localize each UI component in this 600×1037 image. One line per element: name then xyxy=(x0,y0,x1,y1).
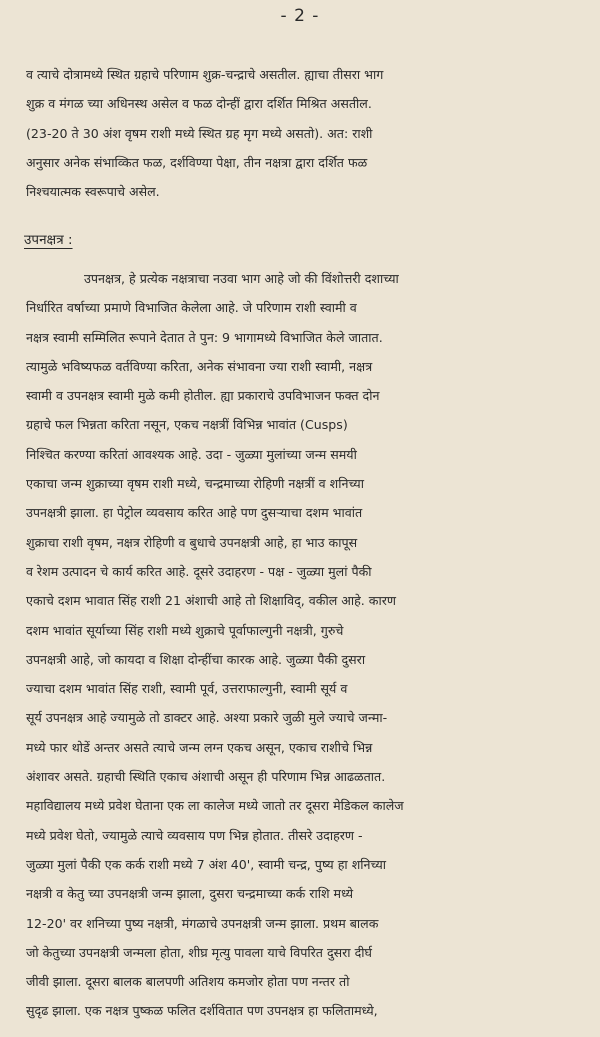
text-line: त्यामुळे भविष्यफळ वर्तविण्या करिता, अनेक संभावना ज्या राशी स्वामी, नक्षत्र xyxy=(26,358,373,374)
text-line: जुळ्या मुलां पैकी एक कर्क राशी मध्ये 7 अंश 40', स्वामी चन्द्र, पुष्य हा शनिच्या xyxy=(26,856,387,872)
text-line: एकाचा जन्म शुक्राच्या वृषम राशी मध्ये, चन्द्रमाच्या रोहिणी नक्षत्रीं व शनिच्या xyxy=(26,476,364,492)
text-line: उपनक्षत्र, हे प्रत्येक नक्षत्राचा नउवा भाग आहे जो की विंशोत्तरी दशाच्या xyxy=(84,271,399,286)
text-line: अंशावर असते. ग्रहाची स्थिति एकाच अंशाची असून ही परिणाम भिन्न आढळतात. xyxy=(26,769,386,785)
text-line: व रेशम उत्पादन चे कार्य करित आहे. दूसरे उदाहरण - पक्ष - जुळ्या मुलां पैकी xyxy=(26,563,372,579)
text-line: व त्याचे दोत्रामध्ये स्थित ग्रहाचे परिणाम शुक्र-चन्द्राचे असतील. ह्याचा तीसरा भाग xyxy=(26,67,384,82)
text-line: नक्षत्र स्वामी सम्मिलित रूपाने देतात ते पुन: 9 भागामध्ये विभाजित केले जातात. xyxy=(26,329,383,345)
text-line: मध्ये फार थोडें अन्तर असते त्याचे जन्म लग्न एकच असून, एकाच राशीचे भिन्न xyxy=(26,739,373,755)
section-heading-upnakshatra: उपनक्षत्र : xyxy=(24,232,73,248)
paragraph-intro xyxy=(26,60,586,206)
text-line: नक्षत्री व केतु च्या उपनक्षत्री जन्म झाला, दुसरा चन्द्रमाच्या कर्क राशि मध्ये xyxy=(26,886,354,902)
paragraph-upnakshatra xyxy=(26,264,586,1026)
text-line: जो केतुच्या उपनक्षत्री जन्मला होता, शीघ्र मृत्यु पावला याचे विपरित दुसरा दीर्घ xyxy=(26,944,372,960)
text-line: निश्चयात्मक स्वरूपाचे असेल. xyxy=(26,184,160,200)
text-line: दशम भावांत सूर्याच्या सिंह राशी मध्ये शुक्राचे पूर्वाफाल्गुनी नक्षत्री, गुरुचे xyxy=(26,622,344,638)
text-line: ज्याचा दशम भावांत सिंह राशी, स्वामी पूर्व, उत्तराफाल्गुनी, स्वामी सूर्य व xyxy=(26,681,348,697)
text-line: एकाचे दशम भावात सिंह राशी 21 अंशाची आहे तो शिक्षाविद्, वकील आहे. कारण xyxy=(26,593,396,609)
text-line: निर्धारित वर्षाच्या प्रमाणे विभाजित केलेला आहे. जे परिणाम राशी स्वामी व xyxy=(26,300,357,316)
text-line: निश्चित करण्या करितां आवश्यक आहे. उदा - जुळ्या मुलांच्या जन्म समयी xyxy=(26,446,357,462)
text-line: शुक्र व मंगळ च्या अधिनस्थ असेल व फळ दोन्हीं द्वारा दर्शित मिश्रित असतील. xyxy=(26,96,372,112)
text-line: स्वामी व उपनक्षत्र स्वामी मुळे कमी होतील. ह्या प्रकाराचे उपविभाजन फक्त दोन xyxy=(26,388,380,404)
text-line: उपनक्षत्री झाला. हा पेट्रोल व्यवसाय करित आहे पण दुसऱ्याचा दशम भावांत xyxy=(26,505,363,521)
page-number: - 2 - xyxy=(280,6,320,26)
text-line: सुदृढ झाला. एक नक्षत्र पुष्कळ फलित दर्शवितात पण उपनक्षत्र हा फलितामध्ये, xyxy=(26,1003,378,1019)
text-line: सूर्य उपनक्षत्र आहे ज्यामुळे तो डाक्टर आहे. अश्या प्रकारे जुळी मुले ज्याचे जन्मा- xyxy=(26,710,388,726)
text-line: मध्ये प्रवेश घेतो, ज्यामुळे त्याचे व्यवसाय पण भिन्न होतात. तीसरे उदाहरण - xyxy=(26,827,363,843)
text-line: (23-20 ते 30 अंश वृषम राशी मध्ये स्थित ग्रह मृग मध्ये असतो). अत: राशी xyxy=(26,125,373,141)
text-line: महाविद्यालय मध्ये प्रवेश घेताना एक ला कालेज मध्ये जातो तर दूसरा मेडिकल कालेज xyxy=(26,798,404,814)
text-line: अनुसार अनेक संभाव्कित फळ, दर्शविण्या पेक्षा, तीन नक्षत्रा द्वारा दर्शित फळ xyxy=(26,154,368,170)
text-line: ग्रहाचे फल भिन्नता करिता नसून, एकच नक्षत्रीं विभिन्न भावांत (Cusps) xyxy=(26,417,348,433)
text-line: 12-20' वर शनिच्या पुष्य नक्षत्री, मंगळाचे उपनक्षत्री जन्म झाला. प्रथम बालक xyxy=(26,915,379,931)
text-line: शुक्राचा राशी वृषम, नक्षत्र रोहिणी व बुधाचे उपनक्षत्री आहे, हा भाउ कापूस xyxy=(26,534,358,550)
text-line: जीवी झाला. दूसरा बालक बालपणी अतिशय कमजोर होता पण नन्तर तो xyxy=(26,974,350,990)
text-line: उपनक्षत्री आहे, जो कायदा व शिक्षा दोन्हींचा कारक आहे. जुळ्या पैकी दुसरा xyxy=(26,651,366,667)
